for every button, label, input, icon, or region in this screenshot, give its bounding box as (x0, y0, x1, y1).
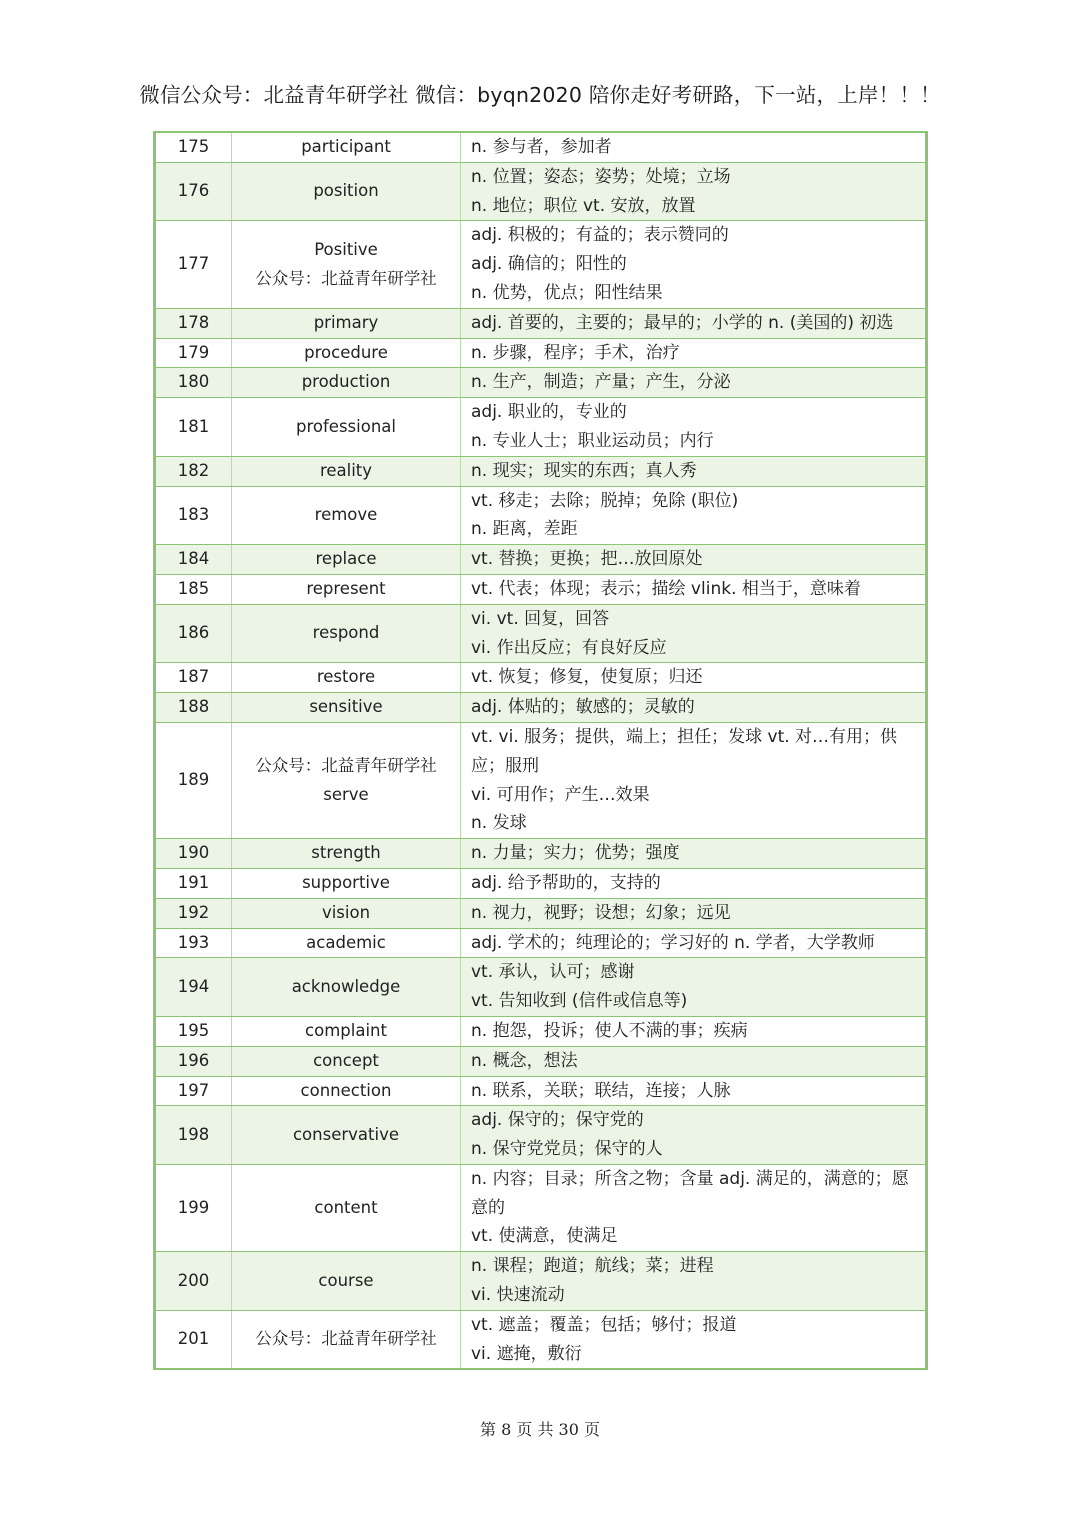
entry-number: 191 (155, 868, 232, 898)
entry-definition (461, 693, 927, 723)
entry-word (232, 693, 461, 723)
table-row (155, 1106, 927, 1165)
entry-word (232, 338, 461, 368)
entry-number: 189 (155, 722, 232, 838)
entry-number: 188 (155, 693, 232, 723)
table-row (155, 162, 927, 221)
definition-line: vt. 告知收到 (信件或信息等) (471, 991, 688, 1012)
definition-line: vt. vi. 服务；提供，端上；担任；发球 vt. 对…有用；供应；服刑 (471, 726, 898, 776)
table-row (155, 1310, 927, 1369)
table-row (155, 574, 927, 604)
entry-definition (461, 398, 927, 457)
entry-number: 198 (155, 1106, 232, 1165)
table-row (155, 1016, 927, 1046)
entry-number: 184 (155, 545, 232, 575)
table-row (155, 868, 927, 898)
table-row (155, 722, 927, 838)
definition-line: vt. 承认，认可；感谢 (471, 962, 635, 983)
definition-line: vt. 遮盖；覆盖；包括；够付；报道 (471, 1314, 737, 1335)
table-row (155, 486, 927, 545)
word-line: concept (313, 1050, 379, 1070)
entry-word (232, 1252, 461, 1311)
entry-definition (461, 132, 927, 162)
word-line: sensitive (309, 697, 383, 717)
entry-definition (461, 898, 927, 928)
entry-number: 195 (155, 1016, 232, 1046)
table-row (155, 839, 927, 869)
entry-word (232, 1310, 461, 1369)
definition-line: n. 现实；现实的东西；真人秀 (471, 460, 697, 481)
entry-number: 185 (155, 574, 232, 604)
table-row (155, 132, 927, 162)
table-row (155, 545, 927, 575)
entry-number: 181 (155, 398, 232, 457)
word-line: represent (306, 578, 386, 598)
definition-line: adj. 学术的；纯理论的；学习好的 n. 学者，大学教师 (471, 932, 875, 953)
definition-line: vi. 作出反应；有良好反应 (471, 637, 667, 658)
entry-word (232, 162, 461, 221)
entry-number: 182 (155, 456, 232, 486)
table-row (155, 1164, 927, 1251)
entry-word (232, 1106, 461, 1165)
definition-line: n. 课程；跑道；航线；菜；进程 (471, 1256, 714, 1277)
definition-line: n. 位置；姿态；姿势；处境；立场 (471, 166, 731, 187)
entry-definition (461, 574, 927, 604)
entry-word (232, 928, 461, 958)
definition-line: n. 视力，视野；设想；幻象；远见 (471, 902, 731, 923)
entry-number: 180 (155, 368, 232, 398)
definition-line: vi. vt. 回复，回答 (471, 608, 610, 629)
entry-definition (461, 486, 927, 545)
vocabulary-table (153, 131, 928, 1370)
word-line: vision (321, 902, 371, 922)
definition-line: adj. 给予帮助的，支持的 (471, 872, 661, 893)
entry-definition (461, 868, 927, 898)
entry-number: 186 (155, 604, 232, 663)
word-line: academic (306, 932, 386, 952)
entry-word (232, 1076, 461, 1106)
entry-word (232, 486, 461, 545)
definition-line: adj. 确信的；阳性的 (471, 254, 627, 275)
entry-word (232, 545, 461, 575)
entry-definition (461, 368, 927, 398)
word-line: serve (323, 784, 369, 804)
word-line: reality (319, 460, 373, 480)
entry-definition (461, 1106, 927, 1165)
table-row (155, 604, 927, 663)
word-line: position (313, 181, 379, 201)
word-line: supportive (302, 872, 390, 892)
definition-line: vi. 快速流动 (471, 1285, 565, 1306)
definition-line: vt. 代表；体现；表示；描绘 vlink. 相当于，意味着 (471, 578, 861, 599)
entry-word (232, 308, 461, 338)
word-line: connection (300, 1080, 392, 1100)
word-line: strength (311, 843, 381, 863)
entry-number: 178 (155, 308, 232, 338)
entry-word (232, 1046, 461, 1076)
entry-definition (461, 456, 927, 486)
entry-number: 199 (155, 1164, 232, 1251)
entry-word (232, 1164, 461, 1251)
table-row (155, 898, 927, 928)
definition-line: n. 内容；目录；所含之物；含量 adj. 满足的，满意的；愿意的 (471, 1168, 909, 1218)
definition-line: vi. 遮掩，敷衍 (471, 1343, 582, 1364)
definition-line: adj. 保守的；保守党的 (471, 1110, 644, 1131)
entry-definition (461, 1164, 927, 1251)
entry-number: 192 (155, 898, 232, 928)
definition-line: n. 优势，优点；阳性结果 (471, 282, 663, 303)
entry-number: 196 (155, 1046, 232, 1076)
entry-number: 193 (155, 928, 232, 958)
definition-line: n. 生产，制造；产量；产生，分泌 (471, 372, 731, 393)
entry-word (232, 839, 461, 869)
word-line: restore (316, 667, 376, 687)
table-row (155, 1252, 927, 1311)
table-row (155, 1076, 927, 1106)
definition-line: n. 专业人士；职业运动员；内行 (471, 430, 714, 451)
entry-number: 183 (155, 486, 232, 545)
table-row (155, 456, 927, 486)
entry-word (232, 1016, 461, 1046)
entry-definition (461, 958, 927, 1017)
definition-line: vt. 替换；更换；把…放回原处 (471, 549, 703, 570)
entry-definition (461, 1046, 927, 1076)
entry-word (232, 868, 461, 898)
entry-word (232, 722, 461, 838)
word-line: conservative (292, 1124, 399, 1144)
table-row (155, 663, 927, 693)
definition-line: adj. 积极的；有益的；表示赞同的 (471, 225, 729, 246)
word-line: production (301, 372, 391, 392)
entry-word (232, 132, 461, 162)
word-line: primary (313, 312, 379, 332)
definition-line: n. 保守党党员；保守的人 (471, 1139, 663, 1160)
word-line: replace (315, 549, 377, 569)
entry-word (232, 368, 461, 398)
entry-number: 187 (155, 663, 232, 693)
word-line: 公众号：北益青年研学社 (255, 1329, 437, 1349)
entry-number: 190 (155, 839, 232, 869)
word-line: 公众号：北益青年研学社 (255, 755, 437, 775)
table-row (155, 368, 927, 398)
table-row (155, 1046, 927, 1076)
definition-line: n. 步骤，程序；手术，治疗 (471, 342, 680, 363)
word-line: content (314, 1197, 378, 1217)
entry-definition (461, 308, 927, 338)
word-line: complaint (305, 1020, 387, 1040)
table-row (155, 693, 927, 723)
entry-number: 177 (155, 221, 232, 308)
definition-line: adj. 职业的，专业的 (471, 402, 627, 423)
definition-line: n. 力量；实力；优势；强度 (471, 843, 680, 864)
entry-definition (461, 221, 927, 308)
word-line: respond (312, 623, 380, 643)
definition-line: adj. 体贴的；敏感的；灵敏的 (471, 697, 695, 718)
entry-number: 201 (155, 1310, 232, 1369)
table-row (155, 398, 927, 457)
definition-line: n. 参与者，参加者 (471, 137, 612, 157)
entry-word (232, 574, 461, 604)
definition-line: n. 发球 (471, 813, 527, 834)
word-line: acknowledge (291, 976, 401, 996)
entry-definition (461, 1076, 927, 1106)
table-row (155, 958, 927, 1017)
entry-word (232, 898, 461, 928)
definition-line: vt. 恢复；修复，使复原；归还 (471, 667, 703, 688)
definition-line: n. 地位；职位 vt. 安放，放置 (471, 195, 696, 216)
table-row (155, 338, 927, 368)
entry-definition (461, 162, 927, 221)
entry-word (232, 958, 461, 1017)
entry-word (232, 663, 461, 693)
entry-number: 200 (155, 1252, 232, 1311)
table-row (155, 308, 927, 338)
entry-definition (461, 928, 927, 958)
definition-line: n. 联系，关联；联结，连接；人脉 (471, 1080, 731, 1101)
page-number: 第 8 页 共 30 页 (480, 1420, 600, 1439)
word-line: participant (301, 137, 391, 156)
word-line: Positive (314, 239, 378, 259)
definition-line: vi. 可用作；产生…效果 (471, 784, 650, 805)
entry-word (232, 604, 461, 663)
entry-definition (461, 338, 927, 368)
entry-number: 175 (155, 132, 232, 162)
entry-definition (461, 663, 927, 693)
definition-line: n. 概念，想法 (471, 1050, 578, 1071)
word-line: remove (314, 504, 378, 524)
entry-definition (461, 604, 927, 663)
entry-word (232, 221, 461, 308)
entry-word (232, 398, 461, 457)
entry-number: 176 (155, 162, 232, 221)
entry-definition (461, 1310, 927, 1369)
definition-line: adj. 首要的，主要的；最早的；小学的 n. (美国的) 初选 (471, 312, 894, 333)
entry-definition (461, 545, 927, 575)
vocabulary-table-body (155, 132, 927, 1369)
entry-definition (461, 1016, 927, 1046)
word-line: procedure (304, 342, 388, 362)
definition-line: n. 距离，差距 (471, 519, 578, 540)
table-row (155, 928, 927, 958)
entry-number: 194 (155, 958, 232, 1017)
word-line: professional (296, 416, 396, 436)
word-line: 公众号：北益青年研学社 (255, 268, 437, 288)
page-header: 微信公众号：北益青年研学社 微信：byqn2020 陪你走好考研路，下一站，上岸！！！ (139, 83, 941, 107)
entry-number: 197 (155, 1076, 232, 1106)
definition-line: n. 抱怨，投诉；使人不满的事；疾病 (471, 1020, 748, 1041)
definition-line: vt. 使满意，使满足 (471, 1226, 618, 1247)
entry-word (232, 456, 461, 486)
entry-definition (461, 839, 927, 869)
word-line: course (318, 1270, 374, 1290)
table-row (155, 221, 927, 308)
entry-definition (461, 1252, 927, 1311)
definition-line: vt. 移走；去除；脱掉；免除 (职位) (471, 490, 739, 511)
entry-definition (461, 722, 927, 838)
entry-number: 179 (155, 338, 232, 368)
